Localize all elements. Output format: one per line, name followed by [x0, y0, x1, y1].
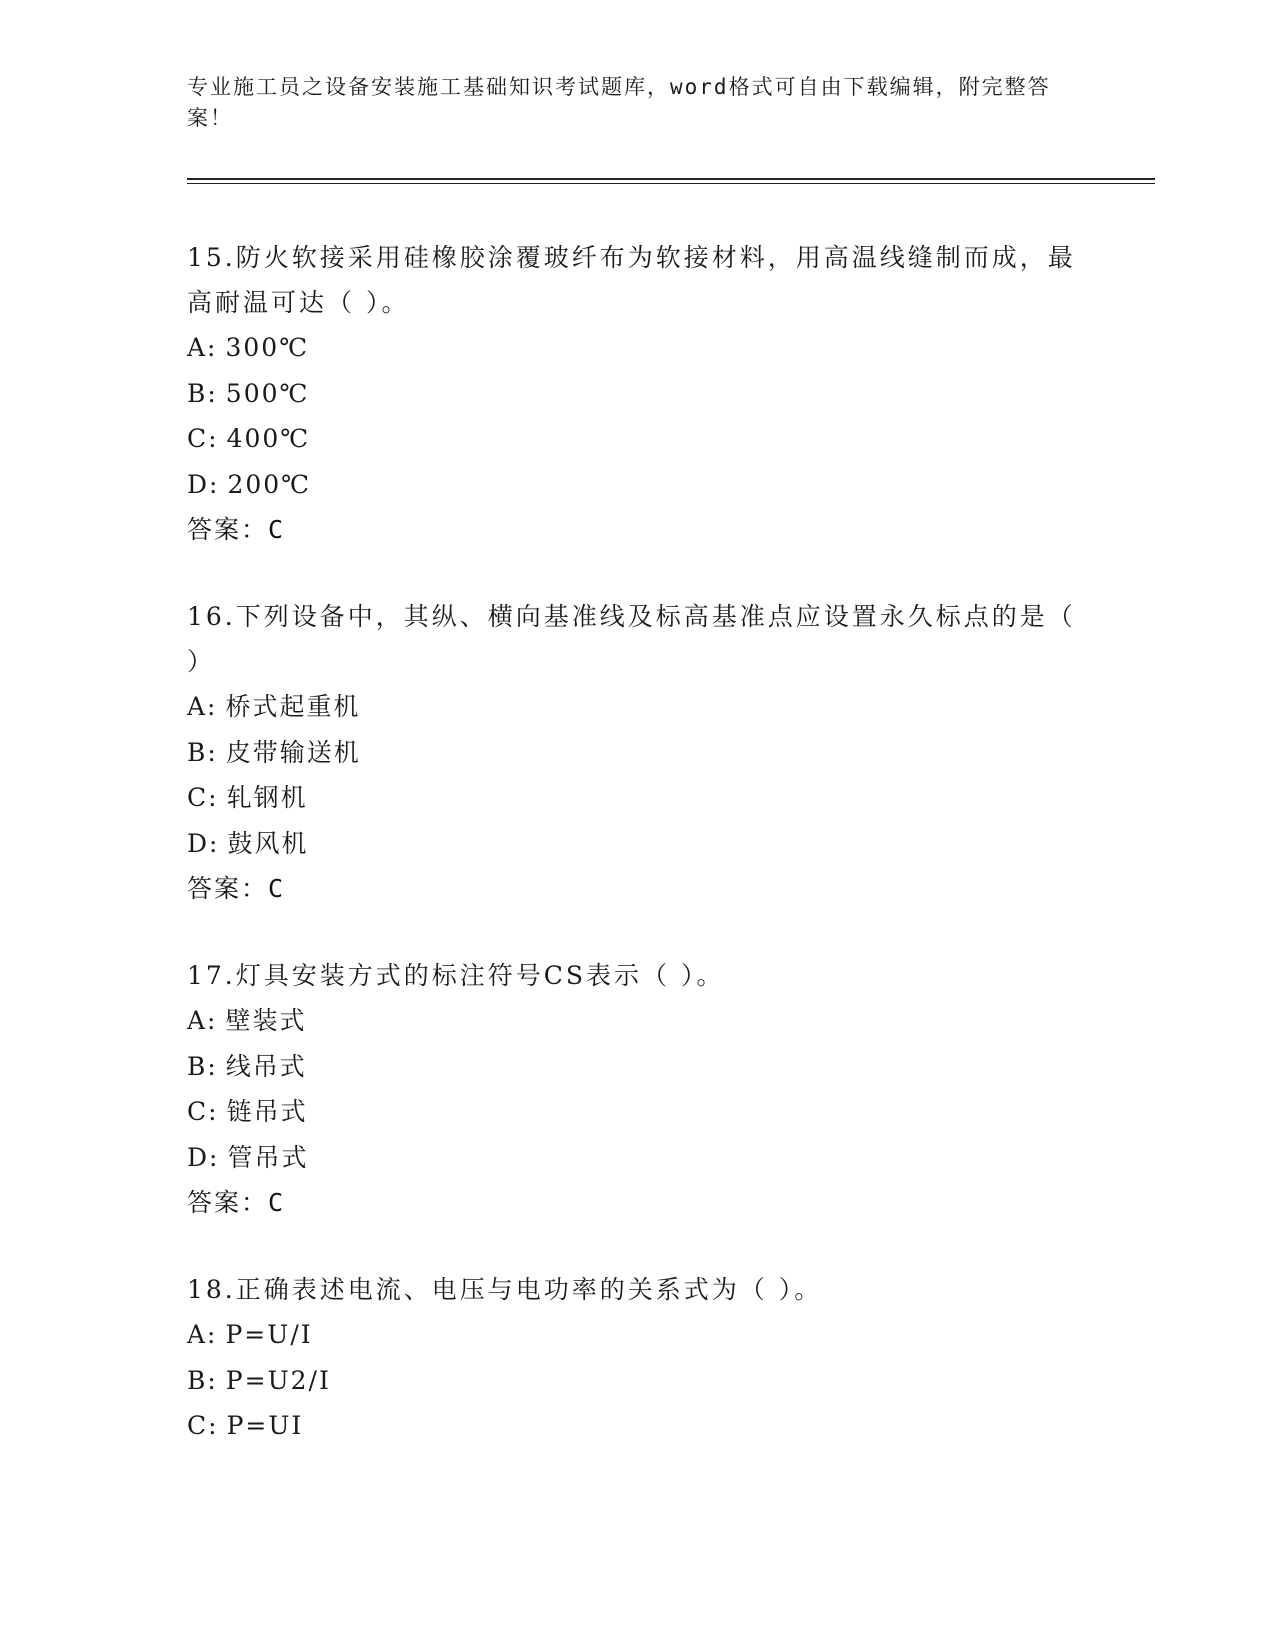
- answer-value: C: [268, 874, 286, 903]
- option-c: [187, 1089, 1087, 1135]
- option-letter: D:: [187, 469, 220, 499]
- option-text: 壁装式: [225, 1006, 307, 1035]
- answer-value: C: [268, 1188, 286, 1217]
- option-text: 皮带输送机: [225, 737, 361, 767]
- document-header: 专业施工员之设备安装施工基础知识考试题库，word格式可自由下载编辑，附完整答案！: [187, 75, 1051, 130]
- option-text: 300℃: [225, 333, 310, 362]
- question-spacer: [187, 1225, 1087, 1267]
- option-letter: A:: [187, 1006, 218, 1035]
- option-letter: B:: [187, 1051, 218, 1081]
- option-b: [187, 371, 1087, 417]
- header-divider-thick: [187, 178, 1155, 180]
- answer-label: 答案：: [187, 1188, 269, 1217]
- option-text: 500℃: [225, 378, 310, 408]
- option-b: [187, 1358, 1087, 1404]
- option-text: 鼓风机: [227, 828, 309, 858]
- question-16: [187, 594, 1087, 911]
- answer-label: 答案：: [187, 515, 269, 544]
- question-stem: 17.灯具安装方式的标注符号CS表示（ ）。: [187, 961, 725, 990]
- option-letter: A:: [187, 692, 218, 721]
- option-letter: D:: [187, 828, 220, 858]
- option-text: 线吊式: [225, 1051, 307, 1081]
- answer-line: [187, 507, 1087, 552]
- question-17: [187, 953, 1087, 1225]
- option-letter: A:: [187, 1320, 218, 1349]
- option-text: P=U/I: [225, 1320, 313, 1349]
- option-d: [187, 821, 1087, 867]
- option-text: P=UI: [226, 1411, 304, 1440]
- option-c: [187, 416, 1087, 462]
- option-text: 链吊式: [226, 1097, 308, 1126]
- question-spacer: [187, 911, 1087, 953]
- answer-line: [187, 1180, 1087, 1225]
- question-stem: 15.防火软接采用硅橡胶涂覆玻纤布为软接材料，用高温线缝制而成，最高耐温可达（ ）。: [187, 243, 1076, 317]
- option-letter: C:: [187, 1097, 219, 1126]
- option-text: 桥式起重机: [225, 692, 361, 721]
- option-a: [187, 1312, 1087, 1358]
- option-d: [187, 462, 1087, 508]
- option-a: [187, 325, 1087, 371]
- option-b: [187, 1044, 1087, 1090]
- option-letter: C:: [187, 783, 219, 812]
- option-text: 200℃: [227, 469, 312, 499]
- question-18: [187, 1267, 1087, 1449]
- answer-line: [187, 866, 1087, 911]
- option-letter: D:: [187, 1142, 220, 1172]
- option-text: 400℃: [226, 424, 311, 453]
- option-letter: C:: [187, 1411, 219, 1440]
- question-stem: 18.正确表述电流、电压与电功率的关系式为（ ）。: [187, 1275, 823, 1304]
- option-b: [187, 730, 1087, 776]
- question-stem: 16.下列设备中，其纵、横向基准线及标高基准点应设置永久标点的是（ ）: [187, 602, 1076, 676]
- option-text: P=U2/I: [225, 1365, 331, 1395]
- option-text: 轧钢机: [226, 783, 308, 812]
- answer-label: 答案：: [187, 874, 269, 903]
- option-c: [187, 775, 1087, 821]
- option-letter: A:: [187, 333, 218, 362]
- option-letter: B:: [187, 737, 218, 767]
- option-text: 管吊式: [227, 1142, 309, 1172]
- option-letter: B:: [187, 378, 218, 408]
- option-letter: B:: [187, 1365, 218, 1395]
- answer-value: C: [268, 515, 286, 544]
- option-c: [187, 1403, 1087, 1449]
- option-d: [187, 1135, 1087, 1181]
- header-divider-thin: [187, 183, 1155, 184]
- question-spacer: [187, 552, 1087, 594]
- question-15: [187, 235, 1087, 552]
- question-list: [187, 235, 1087, 1449]
- option-a: [187, 998, 1087, 1044]
- option-letter: C:: [187, 424, 219, 453]
- option-a: [187, 684, 1087, 730]
